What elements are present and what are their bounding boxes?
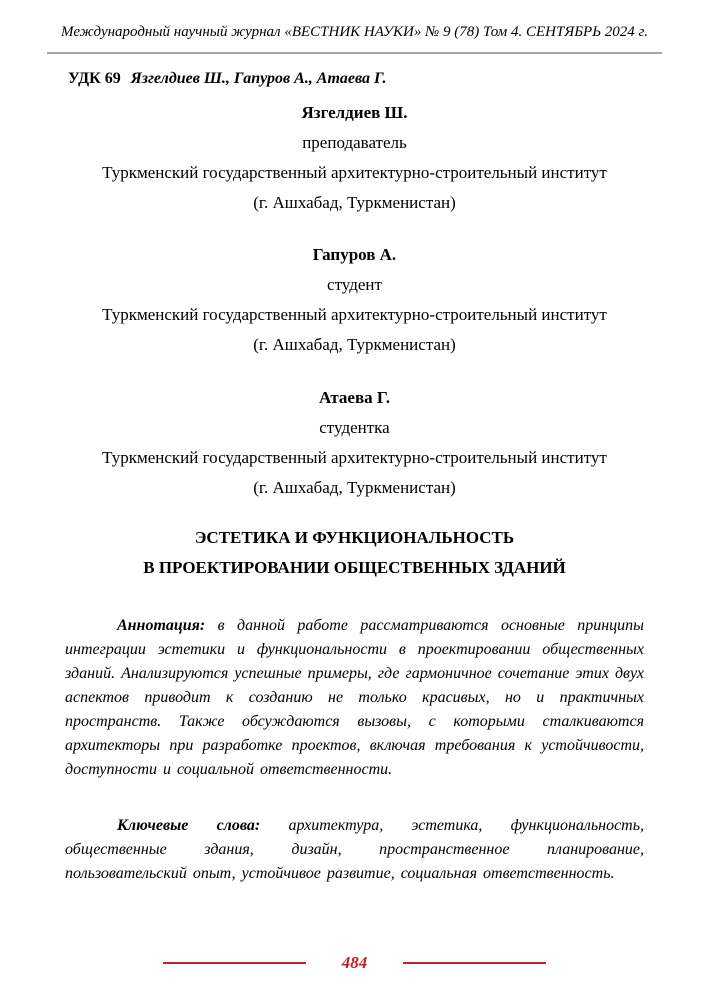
author-affiliation: Туркменский государственный архитектурно-строительный институт bbox=[102, 305, 607, 324]
author-block-2 bbox=[0, 240, 709, 360]
author-affiliation: Туркменский государственный архитектурно-строительный институт bbox=[102, 448, 607, 467]
author-location: (г. Ашхабад, Туркменистан) bbox=[253, 193, 456, 212]
keywords-text: архитектура, эстетика, функциональность, общественные здания, дизайн, пространственное планирование, пользовательский опыт, устойчивое развитие, социальная ответственность. bbox=[65, 817, 645, 882]
page-number: 484 bbox=[341, 953, 368, 972]
author-role: преподаватель bbox=[302, 133, 407, 152]
author-role: студент bbox=[327, 275, 382, 294]
udk-authors-inline: Язгелдиев Ш., Гапуров А., Атаева Г. bbox=[130, 70, 387, 87]
abstract-label: Аннотация: bbox=[117, 617, 206, 634]
journal-header-line: Международный научный журнал «ВЕСТНИК НАУКИ» № 9 (78) Том 4. СЕНТЯБРЬ 2024 г. bbox=[61, 24, 648, 40]
abstract-text: в данной работе рассматриваются основные принципы интеграции эстетики и функциональности в проектировании общественных зданий. Анализируются успешные примеры, где гармоничное сочетание этих двух аспектов приводит к созданию не только красивых, но и практичных пространств. Также обсуждаются вызовы, с которыми сталкиваются архитекторы при разработке проектов, включая требования к устойчивости, доступности и социальной ответственности. bbox=[65, 617, 644, 778]
author-location: (г. Ашхабад, Туркменистан) bbox=[253, 478, 456, 497]
abstract-paragraph bbox=[65, 614, 644, 782]
keywords-paragraph bbox=[65, 814, 644, 886]
udk-label: УДК 69 bbox=[68, 70, 121, 87]
footer-right-rule bbox=[403, 962, 546, 964]
author-name: Гапуров А. bbox=[312, 245, 397, 264]
author-affiliation: Туркменский государственный архитектурно-строительный институт bbox=[102, 163, 607, 182]
footer-left-rule bbox=[163, 962, 306, 964]
udk-line bbox=[68, 70, 662, 87]
header-divider bbox=[47, 52, 662, 54]
author-block-1 bbox=[0, 98, 709, 218]
author-name: Язгелдиев Ш. bbox=[301, 103, 408, 122]
article-title-line1: ЭСТЕТИКА И ФУНКЦИОНАЛЬНОСТЬ bbox=[194, 528, 515, 547]
keywords-label: Ключевые слова: bbox=[117, 817, 261, 834]
article-title bbox=[47, 523, 662, 583]
author-block-3 bbox=[0, 383, 709, 503]
page-footer bbox=[0, 953, 709, 973]
author-name: Атаева Г. bbox=[318, 388, 391, 407]
article-title-line2: В ПРОЕКТИРОВАНИИ ОБЩЕСТВЕННЫХ ЗДАНИЙ bbox=[143, 558, 566, 577]
author-location: (г. Ашхабад, Туркменистан) bbox=[253, 335, 456, 354]
author-role: студентка bbox=[319, 418, 390, 437]
